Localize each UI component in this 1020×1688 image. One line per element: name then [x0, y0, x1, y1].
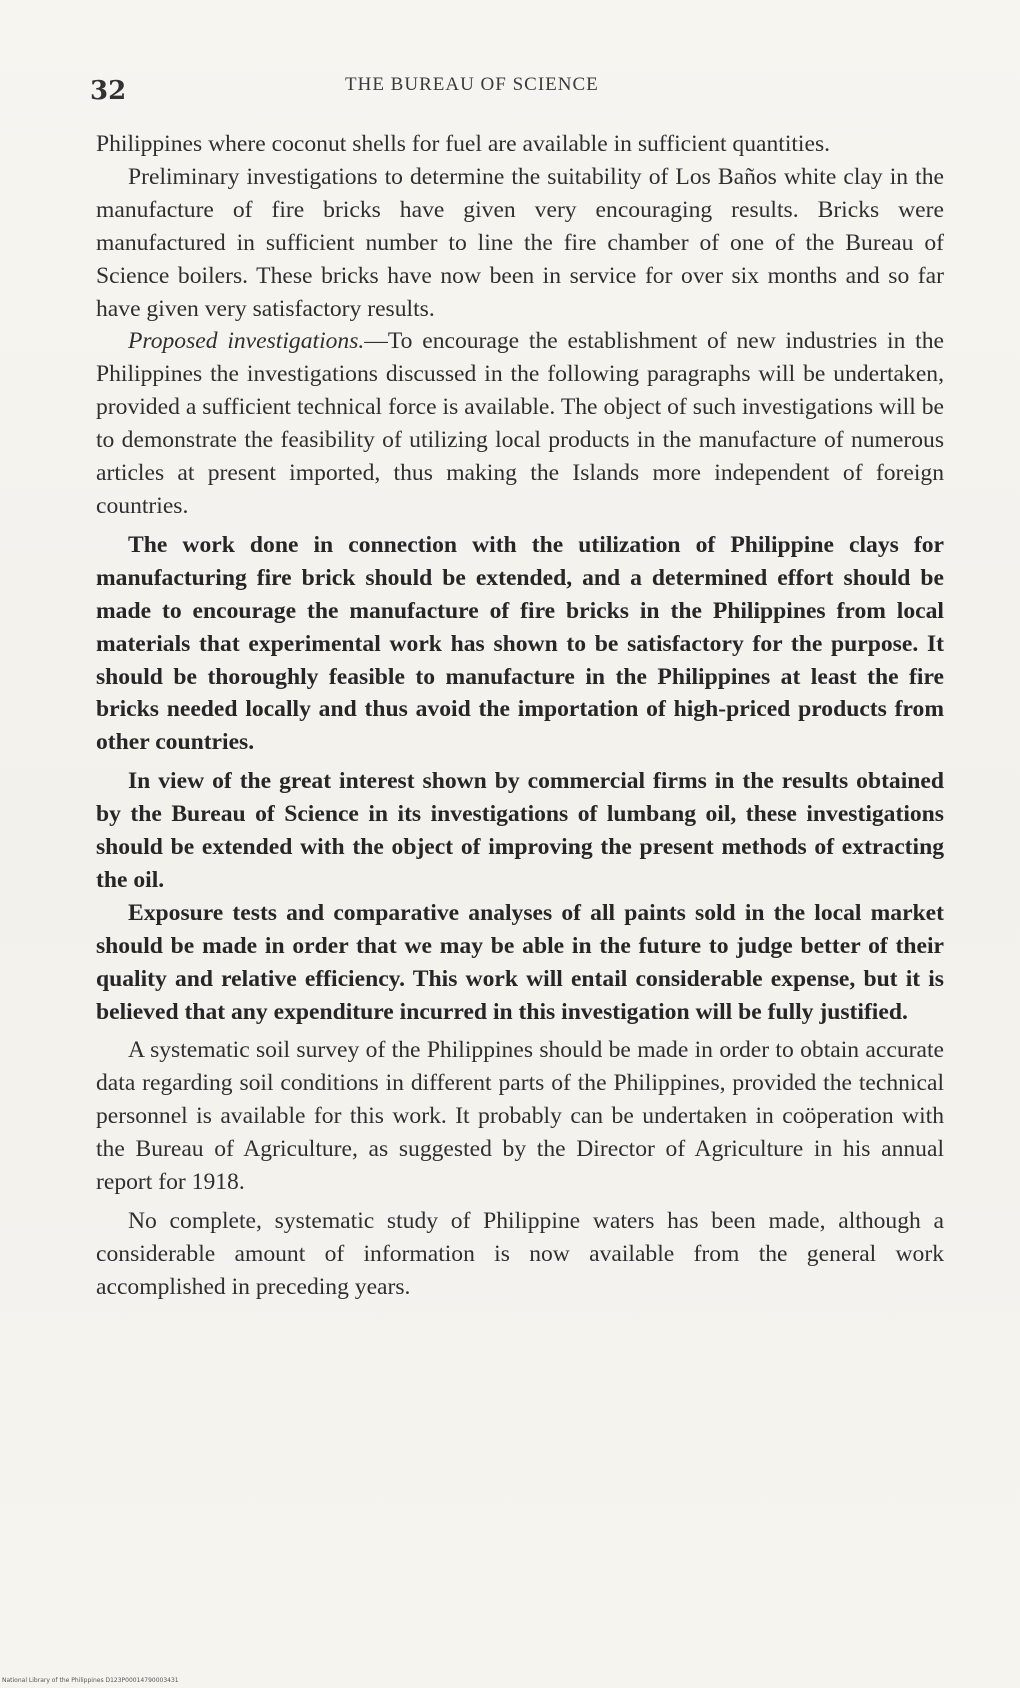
- paragraph: Preliminary investigations to determine the suitability of Los Baños white clay in the manufacture of fire bricks have given very encouraging results. Bricks were manufactured in sufficient number to line the fire chamber of one of the Bureau of Science boilers. These bricks have now been in service for over six months and so far have given very satisfactory results.: [96, 163, 944, 322]
- paragraph: Exposure tests and comparative analyses of all paints sold in the local market should be made in order that we may be able in the future to judge better of their quality and relative efficiency. This work will entail considerable expense, but it is believed that any expenditure incurred in this investigation will be fully justified.: [96, 899, 944, 1025]
- running-title: THE BUREAU OF SCIENCE: [345, 74, 599, 95]
- paragraph: A systematic soil survey of the Philippines should be made in order to obtain accurate data regarding soil conditions in different parts of the Philippines, provided the technical personnel is available for this work. It probably can be undertaken in coöperation with the Bureau of Agriculture, as suggested by the Director of Agriculture in his annual report for 1918.: [96, 1037, 944, 1196]
- body-text: [96, 128, 944, 1304]
- paragraph: No complete, systematic study of Philippine waters has been made, although a considerable amount of information is now available from the general work accomplished in preceding years.: [96, 1208, 944, 1300]
- paragraph-lead: Proposed investigations.: [128, 328, 365, 355]
- paragraph: In view of the great interest shown by commercial firms in the results obtained by the Bureau of Science in its investigations of lumbang oil, these investigations should be extended with the object of improving the present methods of extracting the oil.: [96, 768, 944, 893]
- paragraph: Philippines where coconut shells for fuel are available in sufficient quantities.: [96, 131, 831, 157]
- paragraph-proposed-investigations: Proposed investigations.—To encourage the establishment of new industries in the Philippines the investigations discussed in the following paragraphs will be undertaken, provided a sufficient technical force is available. The object of such investigations will be to demonstrate the feasibility of utilizing local products in the manufacture of numerous articles at present imported, thus making the Islands more independent of foreign countries.: [96, 328, 944, 519]
- page-header: [90, 70, 950, 110]
- page-number: 32: [90, 76, 127, 106]
- paragraph: The work done in connection with the utilization of Philippine clays for manufacturing fire brick should be extended, and a determined effort should be made to encourage the manufacture of fire bricks in the Philippines from local materials that experimental work has shown to be satisfactory for the purpose. It should be thoroughly feasible to manufacture in the Philippines at least the fire bricks needed locally and thus avoid the importation of high-priced products from other countries.: [96, 531, 944, 756]
- scan-credit: National Library of the Philippines D123P00014790003431: [2, 1677, 179, 1684]
